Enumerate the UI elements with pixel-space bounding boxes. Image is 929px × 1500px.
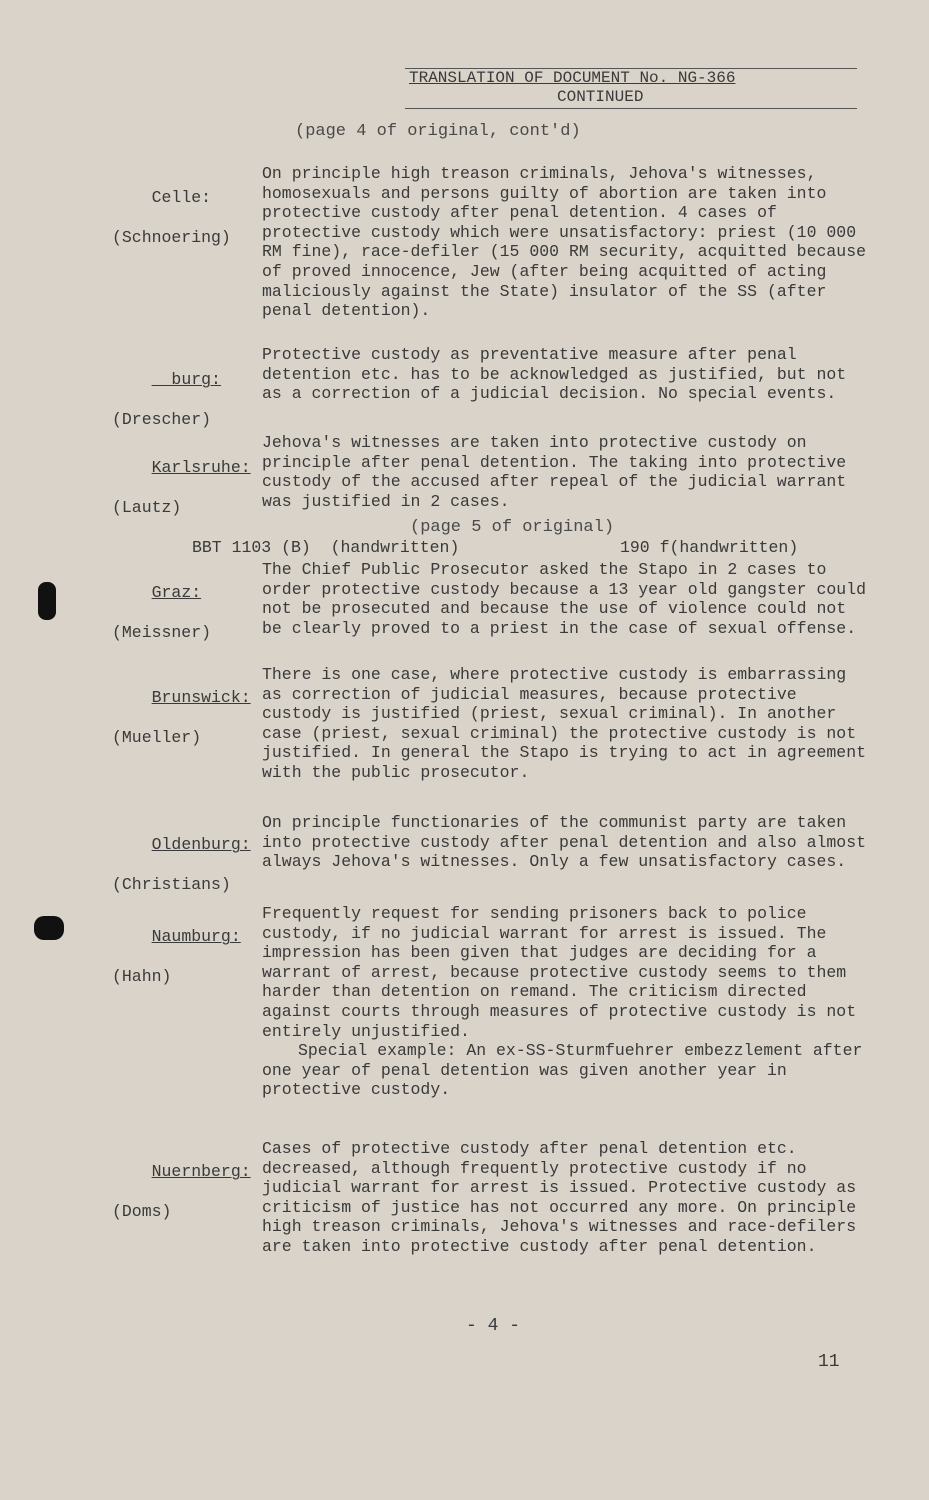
page-note-mid: (page 5 of original) [410, 518, 615, 537]
person-name: (Lautz) [112, 498, 182, 517]
ref-right: 190 f(handwritten) [620, 538, 799, 557]
place-name: __burg: [151, 370, 221, 389]
person-name: (Schnoering) [112, 228, 231, 247]
entry-paragraph: On principle high treason criminals, Jehova's witnesses, homosexuals and persons guilty of abortion are taken into protective custody after penal detention. 4 cases of protective custody which were unsatisfactory: priest (10 000 RM fine), race-defiler (15 000 RM security, acquitted because of proved innocence, Jew (after being acquitted of acting maliciously against the State) insulator of the SS (after penal detention). [262, 164, 866, 321]
entry-text-naumburg [262, 904, 874, 1100]
entry-text-oldenburg [262, 813, 874, 872]
entry-paragraph: The Chief Public Prosecutor asked the Stapo in 2 cases to order protective custody because a 13 year old gangster could not be prosecuted and because the use of violence could not be clearly proved to a priest in the case of sexual offense. [262, 560, 866, 638]
person-name: (Christians) [112, 875, 231, 894]
entry-text-celle [262, 164, 874, 321]
person-name: (Meissner) [112, 623, 212, 642]
entry-place-celle [112, 168, 231, 288]
entry-paragraph: Protective custody as preventative measure after penal detention etc. has to be acknowledged as justified, but not as a correction of a judicial decision. No special events. [262, 345, 847, 404]
ref-left: BBT 1103 (B) (handwritten) [192, 538, 460, 557]
person-name: (Hahn) [112, 967, 172, 986]
document-title: TRANSLATION OF DOCUMENT No. NG-366 [409, 69, 736, 87]
entry-place-graz [112, 563, 211, 683]
entry-text-brunswick [262, 665, 874, 783]
person-name: (Mueller) [112, 728, 202, 747]
entry-text-nuernberg [262, 1139, 874, 1257]
place-name: Celle: [151, 188, 212, 207]
page-note-top: (page 4 of original, cont'd) [295, 122, 581, 141]
place-name: Graz: [151, 583, 202, 602]
entry-text-karlsruhe [262, 433, 874, 511]
punch-hole-mark [34, 916, 64, 940]
entry-paragraph: Jehova's witnesses are taken into protective custody on principle after penal detention. The taking into protective custody of the accused after repeal of the judicial warrant was justified in 2 cases. [262, 433, 847, 511]
page-number: - 4 - [466, 1316, 521, 1336]
place-name: Karlsruhe: [151, 458, 251, 477]
place-name: Naumburg: [151, 927, 241, 946]
person-name: (Doms) [112, 1202, 172, 1221]
person-name: (Drescher) [112, 410, 212, 429]
document-header [405, 68, 857, 109]
punch-hole-mark [38, 582, 56, 620]
place-name: Brunswick: [151, 688, 251, 707]
header-rule-bottom [405, 108, 857, 109]
place-name: Oldenburg: [151, 835, 251, 854]
continued-label: CONTINUED [557, 88, 644, 106]
entry-paragraph: On principle functionaries of the communist party are taken into protective custody after penal detention and also almost always Jehova's witnesses. Only a few unsatisfactory cases. [262, 813, 866, 872]
entry-paragraph: Cases of protective custody after penal detention etc. decreased, although frequently protective custody if no judicial warrant for arrest is issued. Protective custody as criticism of justice has not occurred any more. On principle high treason criminals, Jehova's witnesses and race-defilers are taken into protective custody after penal detention. [262, 1139, 857, 1256]
entry-paragraph: There is one case, where protective custody is embarrassing as correction of judicial measures, because protective custody is justified (priest, sexual criminal). In another case (priest, sexual criminal) the protective custody is not justified. In general the Stapo is trying to act in agreement with the public prosecutor. [262, 665, 866, 782]
entry-place-naumburg [112, 907, 241, 1027]
entry-paragraph: Frequently request for sending prisoners back to police custody, if no judicial warrant for arrest is issued. The impression has been given that judges are deciding for a warrant of arrest, because protective custody seems to them harder than detention on remand. The criticism directed against courts through measures of protective custody is not entirely unjustified. [262, 904, 857, 1041]
corner-number: 11 [818, 1352, 840, 1372]
place-name: Nuernberg: [151, 1162, 251, 1181]
entry-text-burg [262, 345, 874, 404]
entry-place-brunswick [112, 668, 251, 788]
entry-paragraph-special: Special example: An ex-SS-Sturmfuehrer embezzlement after one year of penal detention was given another year in protective custody. [262, 1041, 863, 1100]
entry-text-graz [262, 560, 874, 638]
entry-place-nuernberg [112, 1142, 251, 1262]
